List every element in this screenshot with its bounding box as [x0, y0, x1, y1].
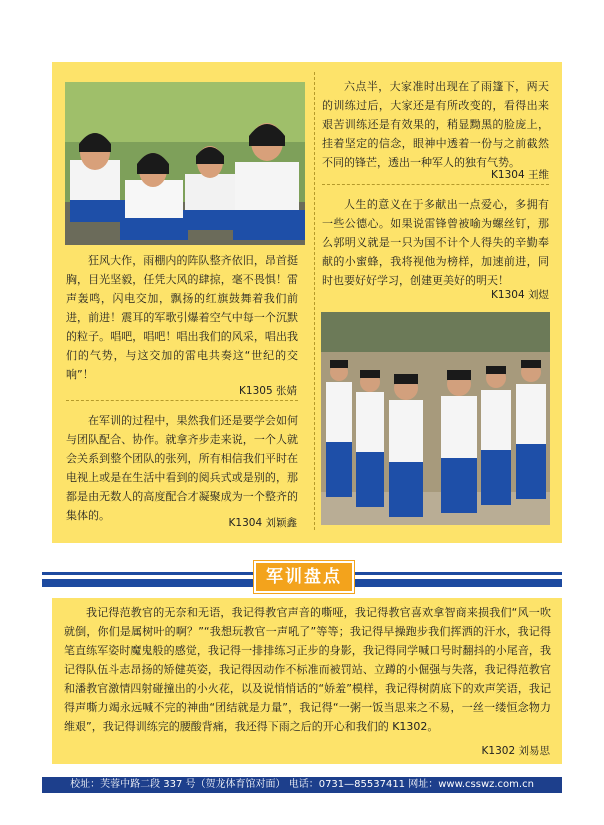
left-signature-2: K1304 刘颖鑫: [228, 517, 297, 529]
right-paragraph-1-text: 六点半，大家准时出现在了雨篷下，两天的训练过后，大家还是有所改变的，看得出来艰苦训练还是有效果的，稍显黝黑的脸庞上，挂着坚定的信念，眼神中透着一份与之前截然不同的锋芒，透出一种军人的独有气势。: [322, 80, 549, 169]
left-paragraph-1-text: 狂风大作，雨棚内的阵队整齐依旧，昂首挺胸，目光坚毅，任凭大风的肆掠，毫不畏惧！雷声轰鸣，闪电交加，飘扬的红旗鼓舞着我们前进，前进！震耳的军歌引爆着空气中每一个沉默的粒子。唱吧，唱吧！唱出我们的风采，唱出我们的气势，与这交加的雷电共奏这“世纪的交响”！: [66, 254, 298, 381]
right-paragraph-2-text: 人生的意义在于多献出一点爱心，多拥有一些公德心。如果说雷锋曾被喻为螺丝钉，那么郭明义就是一只为国不计个人得失的辛勤奉献的小蜜蜂，我将视他为榜样，加速前进，同时也要好好学习，创建更美好的明天！: [322, 198, 549, 287]
left-paragraph-1: [66, 251, 298, 384]
right-signature-1: K1304 王维: [491, 169, 549, 181]
right-paragraph-2: [322, 195, 549, 290]
bottom-paragraph-text: 我记得范教官的无奈和无语，我记得教官声音的嘶哑，我记得教官喜欢拿智商来损我们“风一吹就倒，你们是属树叶的啊？”“我想玩教官一声吼了”等等；我记得早操跑步我们挥洒的汗水，我记得笔直练军姿时魔鬼般的感觉，我记得一排排练习正步的身影，我记得同学喊口号时翻抖的小尾音，我记得队伍斗志昂扬的矫健英姿，我记得因动作不标准而被罚站、立蹲的小倔强与失落，我记得范教官和潘教官激情四射碰撞出的小火花，以及说悄悄话的“娇羞”模样，我记得树荫底下的欢声笑语，我记得声嘶力竭永远喊不完的神曲“团结就是力量”，我记得“一粥一饭当思来之不易，一丝一缕恒念物力维艰”，我记得训练完的腰酸背痛，我还得下雨之后的开心和我们的 K1302。: [64, 606, 551, 733]
left-paragraph-2-text: 在军训的过程中，果然我们还是要学会如何与团队配合、协作。就拿齐步走来说，一个人就会关系到整个团队的张列，所有相信我们平时在电视上或是在生活中看到的阅兵式或是别的，那都是由无数人的高度配合才凝聚成为一个整齐的集体的。: [66, 414, 298, 522]
students-saluting-photo: [321, 312, 550, 525]
right-separator: [322, 184, 549, 185]
section-title: 军训盘点: [254, 561, 354, 593]
left-separator: [66, 400, 298, 401]
bottom-signature: K1302 刘易思: [481, 745, 550, 757]
right-signature-2: K1304 刘煜: [491, 289, 549, 301]
bottom-paragraph: [64, 603, 551, 736]
footer-bar: 校址：芙蓉中路二段 337 号（贺龙体育馆对面） 电话：0731—85537411 网址：www.csswz.com.cn: [42, 777, 562, 793]
left-signature-1: K1305 张婧: [239, 385, 297, 397]
column-divider: [314, 72, 315, 530]
left-paragraph-2: [66, 411, 298, 525]
students-sitting-photo: [65, 82, 305, 245]
right-paragraph-1: [322, 77, 549, 172]
